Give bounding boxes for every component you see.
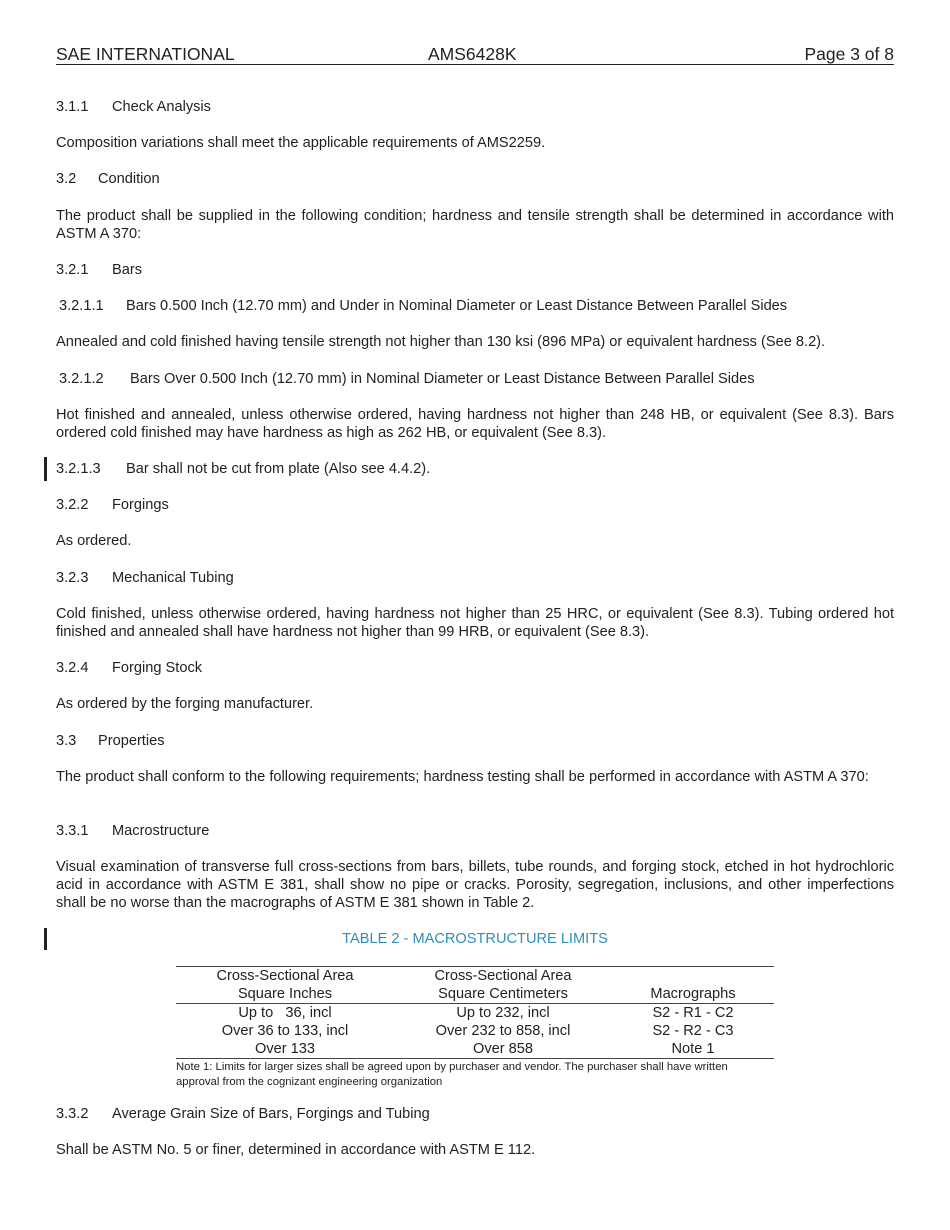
heading-3-2-1-2 <box>59 370 897 388</box>
table-cell: Over 133 <box>176 1040 394 1059</box>
heading-3-1-1 <box>56 98 894 116</box>
heading-title: Properties <box>98 733 165 749</box>
heading-title: Forging Stock <box>112 660 203 676</box>
paragraph-3-3-1: Visual examination of transverse full cross-sections from bars, billets, tube rounds, and forging stock, etched in hot hydrochloric acid in accordance with ASTM E 381, shall show no pipe or cracks. Porosity, segregation, inclusions, and other imperfections shall be no worse than the macrographs of ASTM E 381 shown in Table 2. <box>56 859 894 911</box>
header-cell: Macrographs <box>612 985 774 1004</box>
header-document-number: AMS6428K <box>428 44 517 64</box>
table-header-row <box>176 985 774 1004</box>
heading-title: Mechanical Tubing <box>112 570 234 586</box>
header-page-number: Page 3 of 8 <box>804 44 894 64</box>
table-cell: S2 - R2 - C3 <box>652 1023 734 1039</box>
header-cell: Cross-Sectional Area <box>176 967 394 986</box>
header-cell <box>612 967 774 986</box>
paragraph-3-2: The product shall be supplied in the following condition; hardness and tensile strength shall be determined in accordance with ASTM A 370: <box>56 208 894 242</box>
table-header-row <box>176 967 774 986</box>
heading-title: Check Analysis <box>112 99 211 115</box>
heading-title: Macrostructure <box>112 823 210 839</box>
paragraph-3-2-3: Cold finished, unless otherwise ordered, having hardness not higher than 25 HRC, or equivalent (See 8.3). Tubing ordered hot finished and annealed shall have hardness not higher than 99 HRB, or equivalent (See 8.3). <box>56 606 894 640</box>
heading-3-3 <box>56 732 894 750</box>
table-cell: Up to 232, incl <box>456 1005 550 1021</box>
table-cell: Note 1 <box>612 1040 774 1059</box>
paragraph-3-2-1-2: Hot finished and annealed, unless otherwise ordered, having hardness not higher than 248 HB, or equivalent (See 8.3). Bars ordered cold finished may have hardness as high as 262 HB, or equivalent (See 8.3). <box>56 407 894 441</box>
table-cell: Over 36 to 133, incl <box>221 1023 349 1039</box>
macrostructure-limits-table <box>176 966 774 1059</box>
heading-3-2-1-1 <box>59 297 897 315</box>
table-row <box>176 1022 774 1040</box>
paragraph-3-3-2: Shall be ASTM No. 5 or finer, determined in accordance with ASTM E 112. <box>56 1142 536 1158</box>
table-2-note: Note 1: Limits for larger sizes shall be agreed upon by purchaser and vendor. The purchaser shall have written approval from the cognizant engineering organization <box>176 1061 728 1088</box>
table-cell: S2 - R1 - C2 <box>652 1005 734 1021</box>
heading-title: Bars Over 0.500 Inch (12.70 mm) in Nominal Diameter or Least Distance Between Parallel Sides <box>130 371 755 387</box>
header-cell: Cross-Sectional Area <box>394 967 612 986</box>
page-header <box>56 44 894 65</box>
heading-3-3-1 <box>56 822 894 840</box>
heading-title: Bars 0.500 Inch (12.70 mm) and Under in Nominal Diameter or Least Distance Between Parallel Sides <box>126 298 788 314</box>
heading-number: 3.2.4 <box>56 660 89 676</box>
heading-number: 3.2.3 <box>56 570 89 586</box>
heading-3-2-3 <box>56 569 894 587</box>
header-cell: Square Centimeters <box>394 985 612 1004</box>
paragraph-3-3: The product shall conform to the following requirements; hardness testing shall be performed in accordance with ASTM A 370: <box>56 769 869 785</box>
heading-number: 3.3.2 <box>56 1106 89 1122</box>
heading-number: 3.2.1 <box>56 262 89 278</box>
heading-3-2-2 <box>56 496 894 514</box>
header-organization: SAE INTERNATIONAL <box>56 44 235 64</box>
paragraph-3-2-1-1: Annealed and cold finished having tensile strength not higher than 130 ksi (896 MPa) or equivalent hardness (See 8.2). <box>56 334 826 350</box>
heading-number: 3.2.1.2 <box>59 371 104 387</box>
heading-number: 3.2.1.3 <box>56 461 101 477</box>
table-cell: Over 232 to 858, incl <box>435 1023 571 1039</box>
heading-3-3-2 <box>56 1105 894 1123</box>
heading-title: Condition <box>98 171 160 187</box>
paragraph-3-2-2: As ordered. <box>56 533 132 549</box>
table-cell: Over 858 <box>394 1040 612 1059</box>
heading-number: 3.2.2 <box>56 497 89 513</box>
heading-number: 3.1.1 <box>56 99 89 115</box>
paragraph-3-2-4: As ordered by the forging manufacturer. <box>56 696 314 712</box>
paragraph-3-1-1: Composition variations shall meet the applicable requirements of AMS2259. <box>56 135 546 151</box>
heading-title: Forgings <box>112 497 169 513</box>
heading-3-2 <box>56 170 894 188</box>
heading-number: 3.3 <box>56 733 77 749</box>
table-cell: Up to 36, incl <box>238 1005 332 1021</box>
table-2-caption: TABLE 2 - MACROSTRUCTURE LIMITS <box>342 931 608 947</box>
heading-title: Average Grain Size of Bars, Forgings and Tubing <box>112 1106 430 1122</box>
heading-number: 3.2.1.1 <box>59 298 104 314</box>
table-row <box>176 1040 774 1059</box>
heading-number: 3.3.1 <box>56 823 89 839</box>
table-2 <box>176 966 774 1090</box>
heading-number: 3.2 <box>56 171 77 187</box>
revision-change-bar <box>44 457 47 481</box>
heading-title: Bars <box>112 262 143 278</box>
heading-title: Bar shall not be cut from plate (Also see 4.4.2). <box>126 461 431 477</box>
heading-3-2-1-3 <box>56 460 894 478</box>
heading-3-2-4 <box>56 659 894 677</box>
heading-3-2-1 <box>56 261 894 279</box>
header-cell: Square Inches <box>176 985 394 1004</box>
table-row <box>176 1004 774 1023</box>
